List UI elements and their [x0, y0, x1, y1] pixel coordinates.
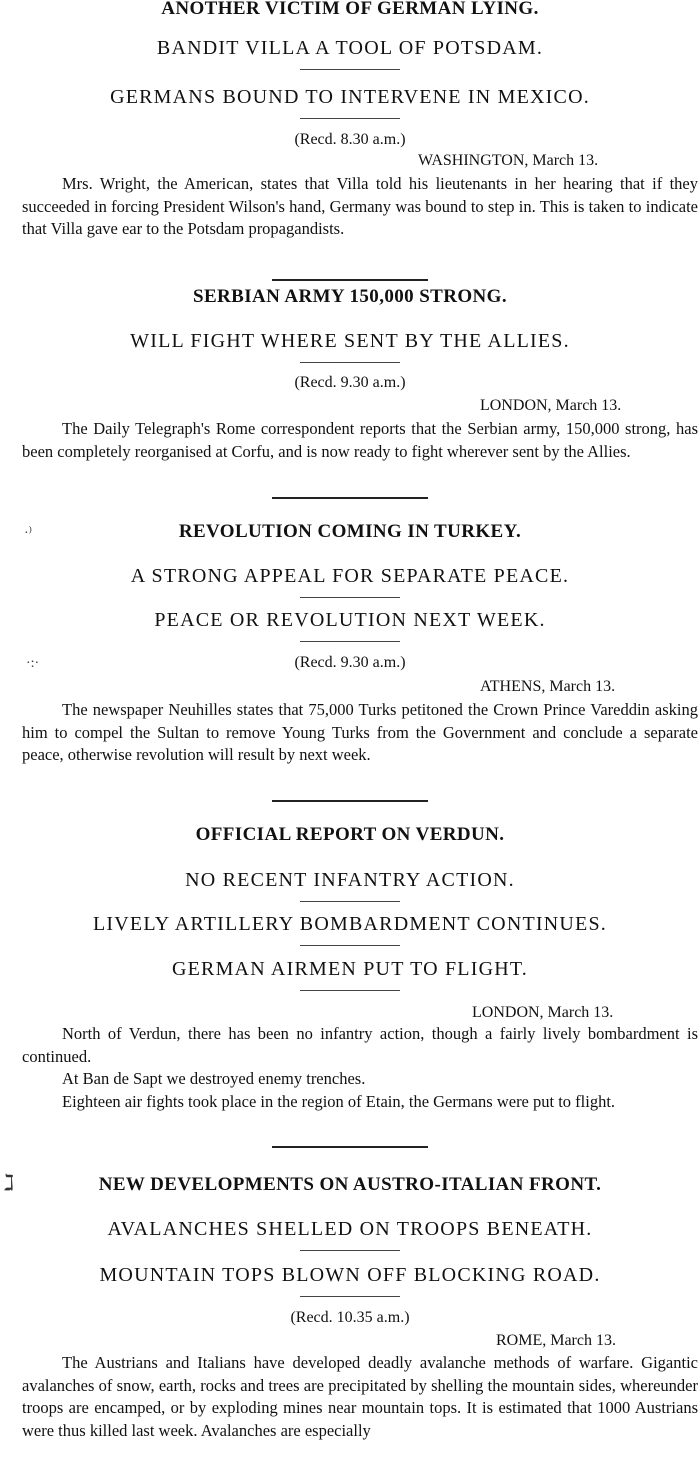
divider-short: [300, 990, 400, 991]
paragraph: The Austrians and Italians have developed deadly avalanche methods of warfare. Gigantic avalanches of snow, earth, rocks and trees are precipitated by shelling the mountain sides, whereunder troops are encamped, or by exploding mines near mountain tops. It is estimated that 1000 Austrians were thus killed last week. Avalanches are especially: [22, 1353, 698, 1440]
subhead-artillery: LIVELY ARTILLERY BOMBARDMENT CONTINUES.: [93, 913, 607, 935]
dateline: LONDON, March 13.: [480, 397, 622, 414]
divider: [272, 497, 428, 499]
divider: [272, 800, 428, 802]
subhead-mountain-tops: MOUNTAIN TOPS BLOWN OFF BLOCKING ROAD.: [99, 1264, 601, 1286]
divider-short: [300, 901, 400, 902]
paragraph: Mrs. Wright, the American, states that Villa told his lieutenants in her hearing that if they succeeded in forcing President Wilson's hand, Germany was bound to step in. This is taken to indicate that Villa gave ear to the Potsdam propagandists.: [22, 174, 698, 239]
subhead-avalanches: AVALANCHES SHELLED ON TROOPS BENEATH.: [107, 1218, 593, 1240]
subhead-germans-bound: GERMANS BOUND TO INTERVENE IN MEXICO.: [110, 86, 590, 108]
divider-short: [300, 641, 400, 642]
dateline: LONDON, March 13.: [472, 1004, 614, 1021]
print-smudge: ·:·: [26, 656, 40, 671]
paragraph: At Ban de Sapt we destroyed enemy trenches.: [62, 1069, 366, 1089]
divider-short: [300, 597, 400, 598]
dateline: ATHENS, March 13.: [480, 678, 616, 695]
headline-austro-italian: NEW DEVELOPMENTS ON AUSTRO-ITALIAN FRONT.: [98, 1174, 602, 1195]
divider-short: [300, 945, 400, 946]
dateline: WASHINGTON, March 13.: [418, 152, 599, 169]
paragraph: The newspaper Neuhilles states that 75,000 Turks petitoned the Crown Prince Vareddin asking him to compel the Sultan to remove Young Turks from the Government and conclude a separate peace, otherwise revolution will result by next week.: [22, 700, 698, 765]
divider-short: [300, 118, 400, 119]
subhead-allies: WILL FIGHT WHERE SENT BY THE ALLIES.: [130, 330, 570, 352]
print-smudge: ·⁾: [24, 526, 33, 541]
subhead-villa: BANDIT VILLA A TOOL OF POTSDAM.: [156, 37, 544, 59]
divider: [272, 1146, 428, 1148]
article-body: [22, 1023, 698, 1137]
print-smudge: ℷ: [4, 1170, 15, 1195]
article-body: [22, 173, 698, 265]
divider-short: [300, 1296, 400, 1297]
paragraph: Eighteen air fights took place in the region of Etain, the Germans were put to flight.: [62, 1091, 616, 1111]
received-time: (Recd. 9.30 a.m.): [294, 654, 406, 671]
subhead-infantry: NO RECENT INFANTRY ACTION.: [185, 869, 515, 891]
received-time: (Recd. 9.30 a.m.): [294, 374, 406, 391]
headline-german-lying: ANOTHER VICTIM OF GERMAN LYING.: [161, 0, 539, 19]
divider-short: [300, 69, 400, 70]
subhead-peace-or-revolution: PEACE OR REVOLUTION NEXT WEEK.: [154, 609, 546, 631]
paragraph: North of Verdun, there has been no infantry action, though a fairly lively bombardment is continued.: [22, 1024, 698, 1066]
divider-short: [300, 362, 400, 363]
paragraph: The Daily Telegraph's Rome correspondent reports that the Serbian army, 150,000 strong, has been completely reorganised at Corfu, and is now ready to fight wherever sent by the Allies.: [22, 419, 698, 461]
divider-short: [300, 1250, 400, 1251]
headline-turkey: REVOLUTION COMING IN TURKEY.: [178, 521, 522, 542]
article-body: [22, 699, 698, 791]
received-time: (Recd. 10.35 a.m.): [290, 1309, 410, 1326]
article-body: [22, 1352, 698, 1463]
subhead-appeal: A STRONG APPEAL FOR SEPARATE PEACE.: [130, 565, 570, 587]
divider: [272, 279, 428, 281]
dateline: ROME, March 13.: [496, 1332, 616, 1349]
headline-verdun: OFFICIAL REPORT ON VERDUN.: [195, 824, 505, 845]
received-time: (Recd. 8.30 a.m.): [294, 131, 406, 148]
headline-serbian-army: SERBIAN ARMY 150,000 STRONG.: [192, 286, 507, 307]
article-body: [22, 418, 698, 488]
subhead-airmen: GERMAN AIRMEN PUT TO FLIGHT.: [171, 958, 529, 980]
